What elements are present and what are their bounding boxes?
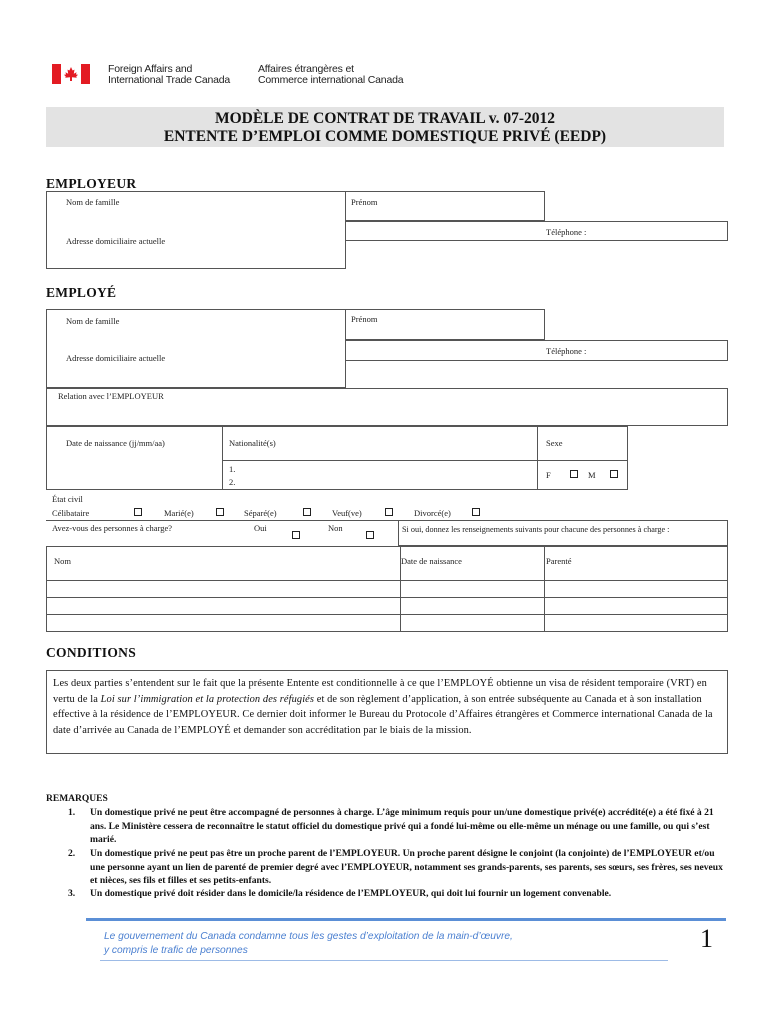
conditions-text-b: et de son règlement d’application, à son entrée subséquente au Canada et à son installation effective à la résidence de l’EMPLOYEUR. Ce dernier doit informer le Bureau du Protocole d’Affaires étrangères et Commerce international Canada de la date d’arrivée au Canada de l’EMPLOYÉ et demander son accréditation par le biais de la mission. [53, 693, 713, 736]
remarque-number: 3. [68, 888, 76, 899]
conditions-heading: CONDITIONS [46, 645, 137, 660]
employe-adresse-label: Adresse domiciliaire actuelle [66, 353, 166, 363]
col-naissance-header: Date de naissance [401, 556, 462, 566]
veuf-label: Veuf(ve) [332, 508, 362, 518]
divider [537, 426, 538, 490]
non-checkbox[interactable] [366, 531, 374, 539]
employe-telephone-box[interactable] [345, 340, 728, 361]
sexe-m-checkbox[interactable] [610, 470, 618, 478]
org-en-line1: Foreign Affairs and [108, 63, 193, 75]
title-line1: MODÈLE DE CONTRAT DE TRAVAIL v. 07-2012 [214, 110, 556, 127]
conditions-text [46, 670, 728, 754]
divider [544, 546, 545, 632]
sexe-f-checkbox[interactable] [570, 470, 578, 478]
sexe-f-label: F [546, 470, 551, 480]
employe-heading: EMPLOYÉ [46, 285, 117, 300]
oui-checkbox[interactable] [292, 531, 300, 539]
employeur-telephone-box[interactable] [345, 221, 728, 241]
personnes-charge-question: Avez-vous des personnes à charge? [52, 523, 173, 533]
remarque-text: Un domestique privé ne peut pas être un proche parent de l’EMPLOYEUR. Un proche parent désigne le conjoint (la conjointe) de l’EMPLOYEUR et/ou une personne ayant un lien de parenté de premier degré avec l’EMPLOYEUR, notamment ses grands-parents, ses parents, ses sœurs, ses frères, ses neveux et nièces, ses fils et filles et ses petits-enfants. [90, 848, 723, 886]
employeur-heading: EMPLOYEUR [46, 176, 137, 191]
employeur-prenom-label: Prénom [351, 197, 378, 207]
footer-line1: Le gouvernement du Canada condamne tous les gestes d’exploitation de la main-d’œuvre, [104, 931, 513, 942]
canada-flag-icon [52, 64, 90, 84]
nationalite-2-label: 2. [229, 477, 236, 487]
marie-checkbox[interactable] [216, 508, 224, 516]
relation-label: Relation avec l’EMPLOYEUR [58, 391, 164, 401]
naissance-label: Date de naissance (jj/mm/aa) [66, 438, 165, 448]
remarque-text: Un domestique privé ne peut être accompagné de personnes à charge. L’âge minimum requis pour un/une domestique privé(e) accrédité(e) a été fixé à 21 ans. Le Ministère cessera de reconnaître le statut officiel du domestique privé qui a fondé lui-même ou elle-même un ménage ou une famille, ou qui s’est marié. [90, 807, 714, 845]
naissance-row-box [46, 426, 628, 490]
separe-label: Séparé(e) [244, 508, 277, 518]
etat-civil-label: État civil [52, 494, 83, 504]
org-name-french [258, 64, 403, 86]
remarque-item [68, 806, 724, 847]
title-line2: ENTENTE D’EMPLOI COMME DOMESTIQUE PRIVÉ (EEDP) [163, 128, 607, 145]
remarque-number: 1. [68, 807, 76, 818]
si-oui-label: Si oui, donnez les renseignements suivants pour chacune des personnes à charge : [402, 525, 670, 534]
employeur-nom-label: Nom de famille [66, 197, 120, 207]
page-number: 1 [700, 924, 713, 953]
org-name-english [108, 64, 230, 86]
nationalite-label: Nationalité(s) [229, 438, 276, 448]
org-fr-line1: Affaires étrangères et [258, 63, 354, 75]
footer-line2: y compris le trafic de personnes [104, 945, 248, 956]
divider [222, 426, 223, 490]
oui-label: Oui [254, 523, 267, 533]
remarque-item [68, 887, 724, 901]
footer-underline [100, 960, 668, 961]
col-nom-header: Nom [54, 556, 71, 566]
employeur-telephone-label: Téléphone : [546, 227, 587, 237]
separe-checkbox[interactable] [303, 508, 311, 516]
employe-telephone-label: Téléphone : [546, 346, 587, 356]
divider [46, 597, 728, 598]
sexe-label: Sexe [546, 438, 563, 448]
divorce-checkbox[interactable] [472, 508, 480, 516]
title-banner [46, 107, 724, 147]
remarque-item [68, 847, 724, 888]
employeur-adresse-label: Adresse domiciliaire actuelle [66, 236, 166, 246]
org-fr-line2: Commerce international Canada [258, 74, 404, 86]
nationalite-1-label: 1. [229, 464, 236, 474]
non-label: Non [328, 523, 343, 533]
footer-statement [104, 930, 513, 958]
celibataire-checkbox[interactable] [134, 508, 142, 516]
conditions-text-a: Les deux parties s’entendent sur le fait que la présente Entente est conditionnelle à ce que l’EMPLOYÉ obtienne un visa de résident temporaire (VRT) en vertu de la [53, 678, 707, 705]
footer-divider [86, 918, 726, 921]
employe-prenom-label: Prénom [351, 314, 378, 324]
col-parente-header: Parenté [546, 556, 572, 566]
remarques-heading: REMARQUES [46, 794, 108, 804]
conditions-law-title: Loi sur l’immigration et la protection des réfugiés [100, 693, 315, 705]
divider [46, 580, 728, 581]
remarque-number: 2. [68, 848, 76, 859]
divorce-label: Divorcé(e) [414, 508, 451, 518]
dependents-table [46, 546, 728, 632]
sexe-m-label: M [588, 470, 596, 480]
org-en-line2: International Trade Canada [108, 74, 231, 86]
divider [222, 460, 628, 461]
divider [46, 614, 728, 615]
celibataire-label: Célibataire [52, 508, 90, 518]
veuf-checkbox[interactable] [385, 508, 393, 516]
remarque-text: Un domestique privé doit résider dans le domicile/la résidence de l’EMPLOYEUR, qui doit lui fournir un logement convenable. [90, 888, 612, 899]
employe-nom-label: Nom de famille [66, 316, 120, 326]
marie-label: Marié(e) [164, 508, 194, 518]
